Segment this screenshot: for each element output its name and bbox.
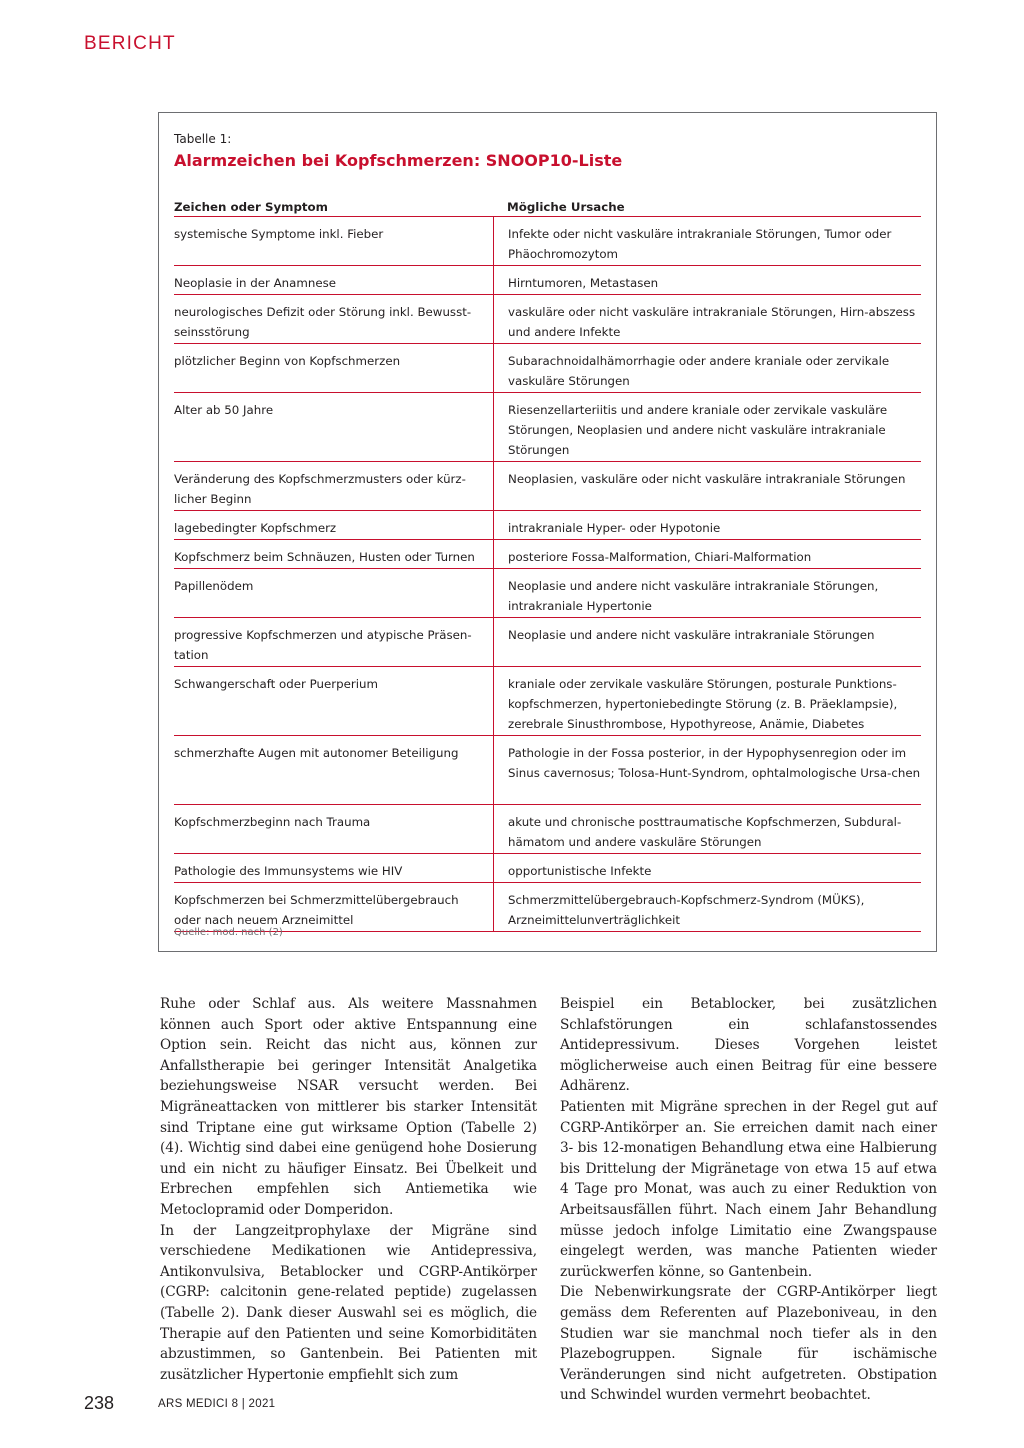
table-row [174,462,921,511]
cause-cell: vaskuläre oder nicht vaskuläre intrakraniale Störungen, Hirn-abszess und andere Infekte [493,295,921,343]
table-row [174,295,921,344]
symptom-cell: Kopfschmerzbeginn nach Trauma [174,815,371,829]
table-row [174,854,921,883]
journal-name: ARS MEDICI 8 | 2021 [158,1398,276,1410]
symptom-cell: Veränderung des Kopfschmerzmusters oder kürz-licher Beginn [174,472,466,506]
body-paragraph: Ruhe oder Schlaf aus. Als weitere Massnahmen können auch Sport oder aktive Entspannung eine Option sein. Reicht das nicht aus, können zur Anfallstherapie bei geringer Intensität Analgetika beziehungsweise NSAR versucht werden. Bei Migräneattacken von mittlerer bis starker Intensität sind Triptane eine gut wirksame Option (Tabelle 2) (4). Wichtig sind dabei eine genügend hohe Dosierung und ein nicht zu häufiger Einsatz. Bei Übelkeit und Erbrechen empfehlen sich Antiemetika wie Metoclopramid oder Domperidon. [160,996,537,1218]
cause-cell: kraniale oder zervikale vaskuläre Störungen, posturale Punktions-kopfschmerzen, hypertoniebedingte Störung (z. B. Präeklampsie), zerebrale Sinusthrombose, Hypothyreose, Anämie, Diabetes [493,667,921,735]
cause-cell: intrakraniale Hyper- oder Hypotonie [493,511,921,539]
cause-cell: Neoplasie und andere nicht vaskuläre intrakraniale Störungen, intrakraniale Hypertonie [493,569,921,617]
body-paragraph: Beispiel ein Betablocker, bei zusätzlichen Schlafstörungen ein schlafanstossendes Antidepressivum. Dieses Vorgehen leistet möglicherweise auch einen Beitrag für eine bessere Adhärenz. [560,996,937,1095]
table-source: Quelle: mod. nach (2) [174,927,283,938]
table-row [174,618,921,667]
table-row [174,511,921,540]
snoop-table [174,196,921,932]
body-paragraph: In der Langzeitprophylaxe der Migräne sind verschiedene Medikationen wie Antidepressiva, Antikonvulsiva, Betablocker und CGRP-Antikörper (CGRP: calcitonin gene-related peptide) zugelassen (Tabelle 2). Dank dieser Auswahl sei es möglich, die Therapie auf den Patienten und seine Komorbiditäten abzustimmen, so Gantenbein. Bei Patienten mit zusätzlicher Hypertonie empfiehlt sich zum [160,1222,537,1383]
body-paragraph: Die Nebenwirkungsrate der CGRP-Antikörper liegt gemäss dem Referenten auf Plazeboniveau, in den Studien war sie manchmal noch tiefer als in den Plazebogruppen. Signale für ischämische Veränderungen sind nicht aufgetreten. Obstipation und Schwindel wurden vermehrt beobachtet. [560,1284,937,1404]
cause-cell: Infekte oder nicht vaskuläre intrakraniale Störungen, Tumor oder Phäochromozytom [493,217,921,265]
table-header-row [174,196,921,217]
symptom-cell: schmerzhafte Augen mit autonomer Beteiligung [174,746,459,760]
cause-cell: Neoplasien, vaskuläre oder nicht vaskuläre intrakraniale Störungen [493,462,921,510]
symptom-cell: Neoplasie in der Anamnese [174,276,336,290]
table-row [174,393,921,462]
table-row [174,569,921,618]
symptom-cell: lagebedingter Kopfschmerz [174,521,337,535]
table-box [158,112,937,952]
symptom-cell: systemische Symptome inkl. Fieber [174,227,384,241]
cause-cell: Subarachnoidalhämorrhagie oder andere kraniale oder zervikale vaskuläre Störungen [493,344,921,392]
cause-cell: Neoplasie und andere nicht vaskuläre intrakraniale Störungen [493,618,921,666]
table-row [174,736,921,805]
cause-cell: Riesenzellarteriitis und andere kraniale oder zervikale vaskuläre Störungen, Neoplasien und andere nicht vaskuläre intrakraniale Störungen [493,393,921,461]
table-row [174,805,921,854]
symptom-cell: Papillenödem [174,579,254,593]
table-row [174,540,921,569]
column-header-cause: Mögliche Ursache [507,200,625,214]
section-label: BERICHT [84,33,176,54]
symptom-cell: progressive Kopfschmerzen und atypische Präsen-tation [174,628,472,662]
page-number: 238 [84,1393,115,1413]
body-column-left [160,994,537,1385]
table-row [174,344,921,393]
body-column-right [560,994,937,1406]
table-row [174,667,921,736]
table-row [174,217,921,266]
symptom-cell: Alter ab 50 Jahre [174,403,274,417]
table-row [174,266,921,295]
cause-cell: Schmerzmittelübergebrauch-Kopfschmerz-Syndrom (MÜKS), Arzneimittelunverträglichkeit [493,883,921,931]
symptom-cell: Kopfschmerz beim Schnäuzen, Husten oder Turnen [174,550,475,564]
symptom-cell: Kopfschmerzen bei Schmerzmittelübergebrauch oder nach neuem Arzneimittel [174,893,459,927]
cause-cell: opportunistische Infekte [493,854,921,882]
cause-cell: akute und chronische posttraumatische Kopfschmerzen, Subdural-hämatom und andere vaskuläre Störungen [493,805,921,853]
symptom-cell: plötzlicher Beginn von Kopfschmerzen [174,354,401,368]
table-row [174,883,921,932]
cause-cell: Pathologie in der Fossa posterior, in der Hypophysenregion oder im Sinus cavernosus; Tolosa-Hunt-Syndrom, ophtalmologische Ursa-chen [493,736,921,804]
body-paragraph: Patienten mit Migräne sprechen in der Regel gut auf CGRP-Antikörper an. Sie erreichen damit nach einer 3- bis 12-monatigen Behandlung etwa eine Halbierung bis Drittelung der Migränetage von etwa 15 auf etwa 4 Tage pro Monat, was auch zu einer Reduktion von Arbeitsausfällen führt. Nach einem Jahr Behandlung müsse jedoch infolge Limitatio eine Zwangspause eingelegt werden, was manche Patienten wieder zurückwerfen könne, so Gantenbein. [560,1098,937,1280]
table-title: Alarmzeichen bei Kopfschmerzen: SNOOP10-Liste [174,151,623,170]
symptom-cell: neurologisches Defizit oder Störung inkl. Bewusst-seinsstörung [174,305,472,339]
cause-cell: Hirntumoren, Metastasen [493,266,921,294]
symptom-cell: Pathologie des Immunsystems wie HIV [174,864,403,878]
table-kicker: Tabelle 1: [174,132,232,146]
cause-cell: posteriore Fossa-Malformation, Chiari-Malformation [493,540,921,568]
symptom-cell: Schwangerschaft oder Puerperium [174,677,378,691]
column-header-symptom: Zeichen oder Symptom [174,200,328,214]
